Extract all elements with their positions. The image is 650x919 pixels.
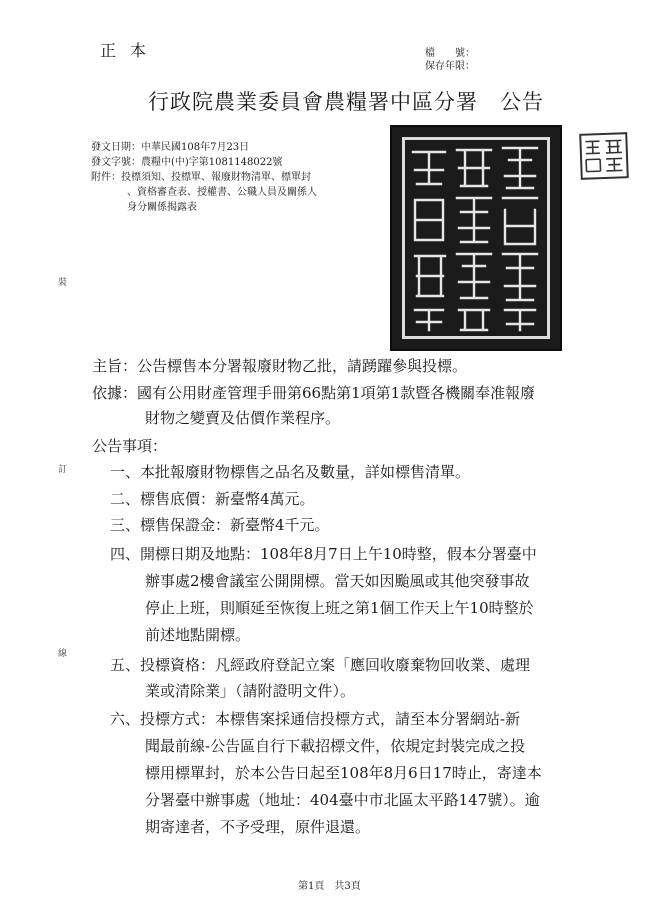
small-stamp-glyphs (581, 134, 626, 178)
item-3: 三、標售保證金：新臺幣4千元。 (110, 516, 330, 534)
small-stamp (579, 132, 629, 180)
item-4-line-4: 前述地點開標。 (145, 626, 251, 644)
basis-line-2: 財物之變賣及估價作業程序。 (145, 409, 341, 427)
basis-line-1: 依據：國有公用財產管理手冊第66點第1項第1款暨各機關奉准報廢 (92, 384, 536, 402)
document-title: 行政院農業委員會農糧署中區分署 公告 (148, 90, 544, 114)
announcement-items-heading: 公告事項： (92, 437, 168, 455)
item-6-line-5: 期寄達者，不予受理，原件退還。 (145, 818, 371, 836)
item-6-line-1: 六、投標方式：本標售案採通信投標方式，請至本分署網站-新 (110, 710, 521, 728)
official-seal (390, 125, 562, 351)
item-6-line-3: 標用標單封，於本公告日起至108年8月6日17時止，寄達本 (145, 764, 542, 782)
item-1: 一、本批報廢財物標售之品名及數量，詳如標售清單。 (110, 463, 471, 481)
binding-mark-middle: 訂 (58, 465, 68, 475)
item-4-line-1: 四、開標日期及地點：108年8月7日上午10時整，假本分署臺中 (110, 545, 537, 563)
document-number: 發文字號：農糧中(中)字第1081148022號 (91, 157, 283, 168)
item-5-line-2: 業或清除業」（請附證明文件）。 (145, 682, 356, 700)
attachments-line-3: 身分關係揭露表 (127, 202, 197, 213)
retention-period-label: 保存年限： (425, 61, 475, 72)
file-number-label: 檔 號： (425, 48, 475, 59)
seal-glyphs (405, 140, 547, 336)
issue-date: 發文日期：中華民國108年7月23日 (91, 142, 250, 153)
attachments-line-1: 附件：投標須知、投標單、報廢財物清單、標單封 (91, 172, 311, 183)
attachments-line-2: 、資格審查表、授權書、公職人員及關係人 (127, 187, 317, 198)
item-2: 二、標售底價：新臺幣4萬元。 (110, 490, 315, 508)
seal-border (402, 137, 550, 339)
subject-line: 主旨：公告標售本分署報廢財物乙批，請踴躍參與投標。 (92, 357, 468, 375)
item-5-line-1: 五、投標資格：凡經政府登記立案「應回收廢棄物回收業、處理 (110, 656, 531, 674)
item-4-line-3: 停止上班，則順延至恢復上班之第1個工作天上午10時整於 (145, 599, 534, 617)
item-6-line-4: 分署臺中辦事處（地址：404臺中市北區太平路147號）。逾 (145, 791, 540, 809)
copy-mark: 正本 (100, 41, 161, 60)
item-6-line-2: 聞最前線-公告區自行下載招標文件，依規定封裝完成之投 (145, 737, 526, 755)
binding-mark-bottom: 線 (58, 649, 68, 659)
binding-mark-top: 裝 (58, 278, 68, 288)
page-footer: 第1頁 共3頁 (298, 881, 361, 892)
item-4-line-2: 辦事處2樓會議室公開開標。當天如因颱風或其他突發事故 (145, 572, 530, 590)
